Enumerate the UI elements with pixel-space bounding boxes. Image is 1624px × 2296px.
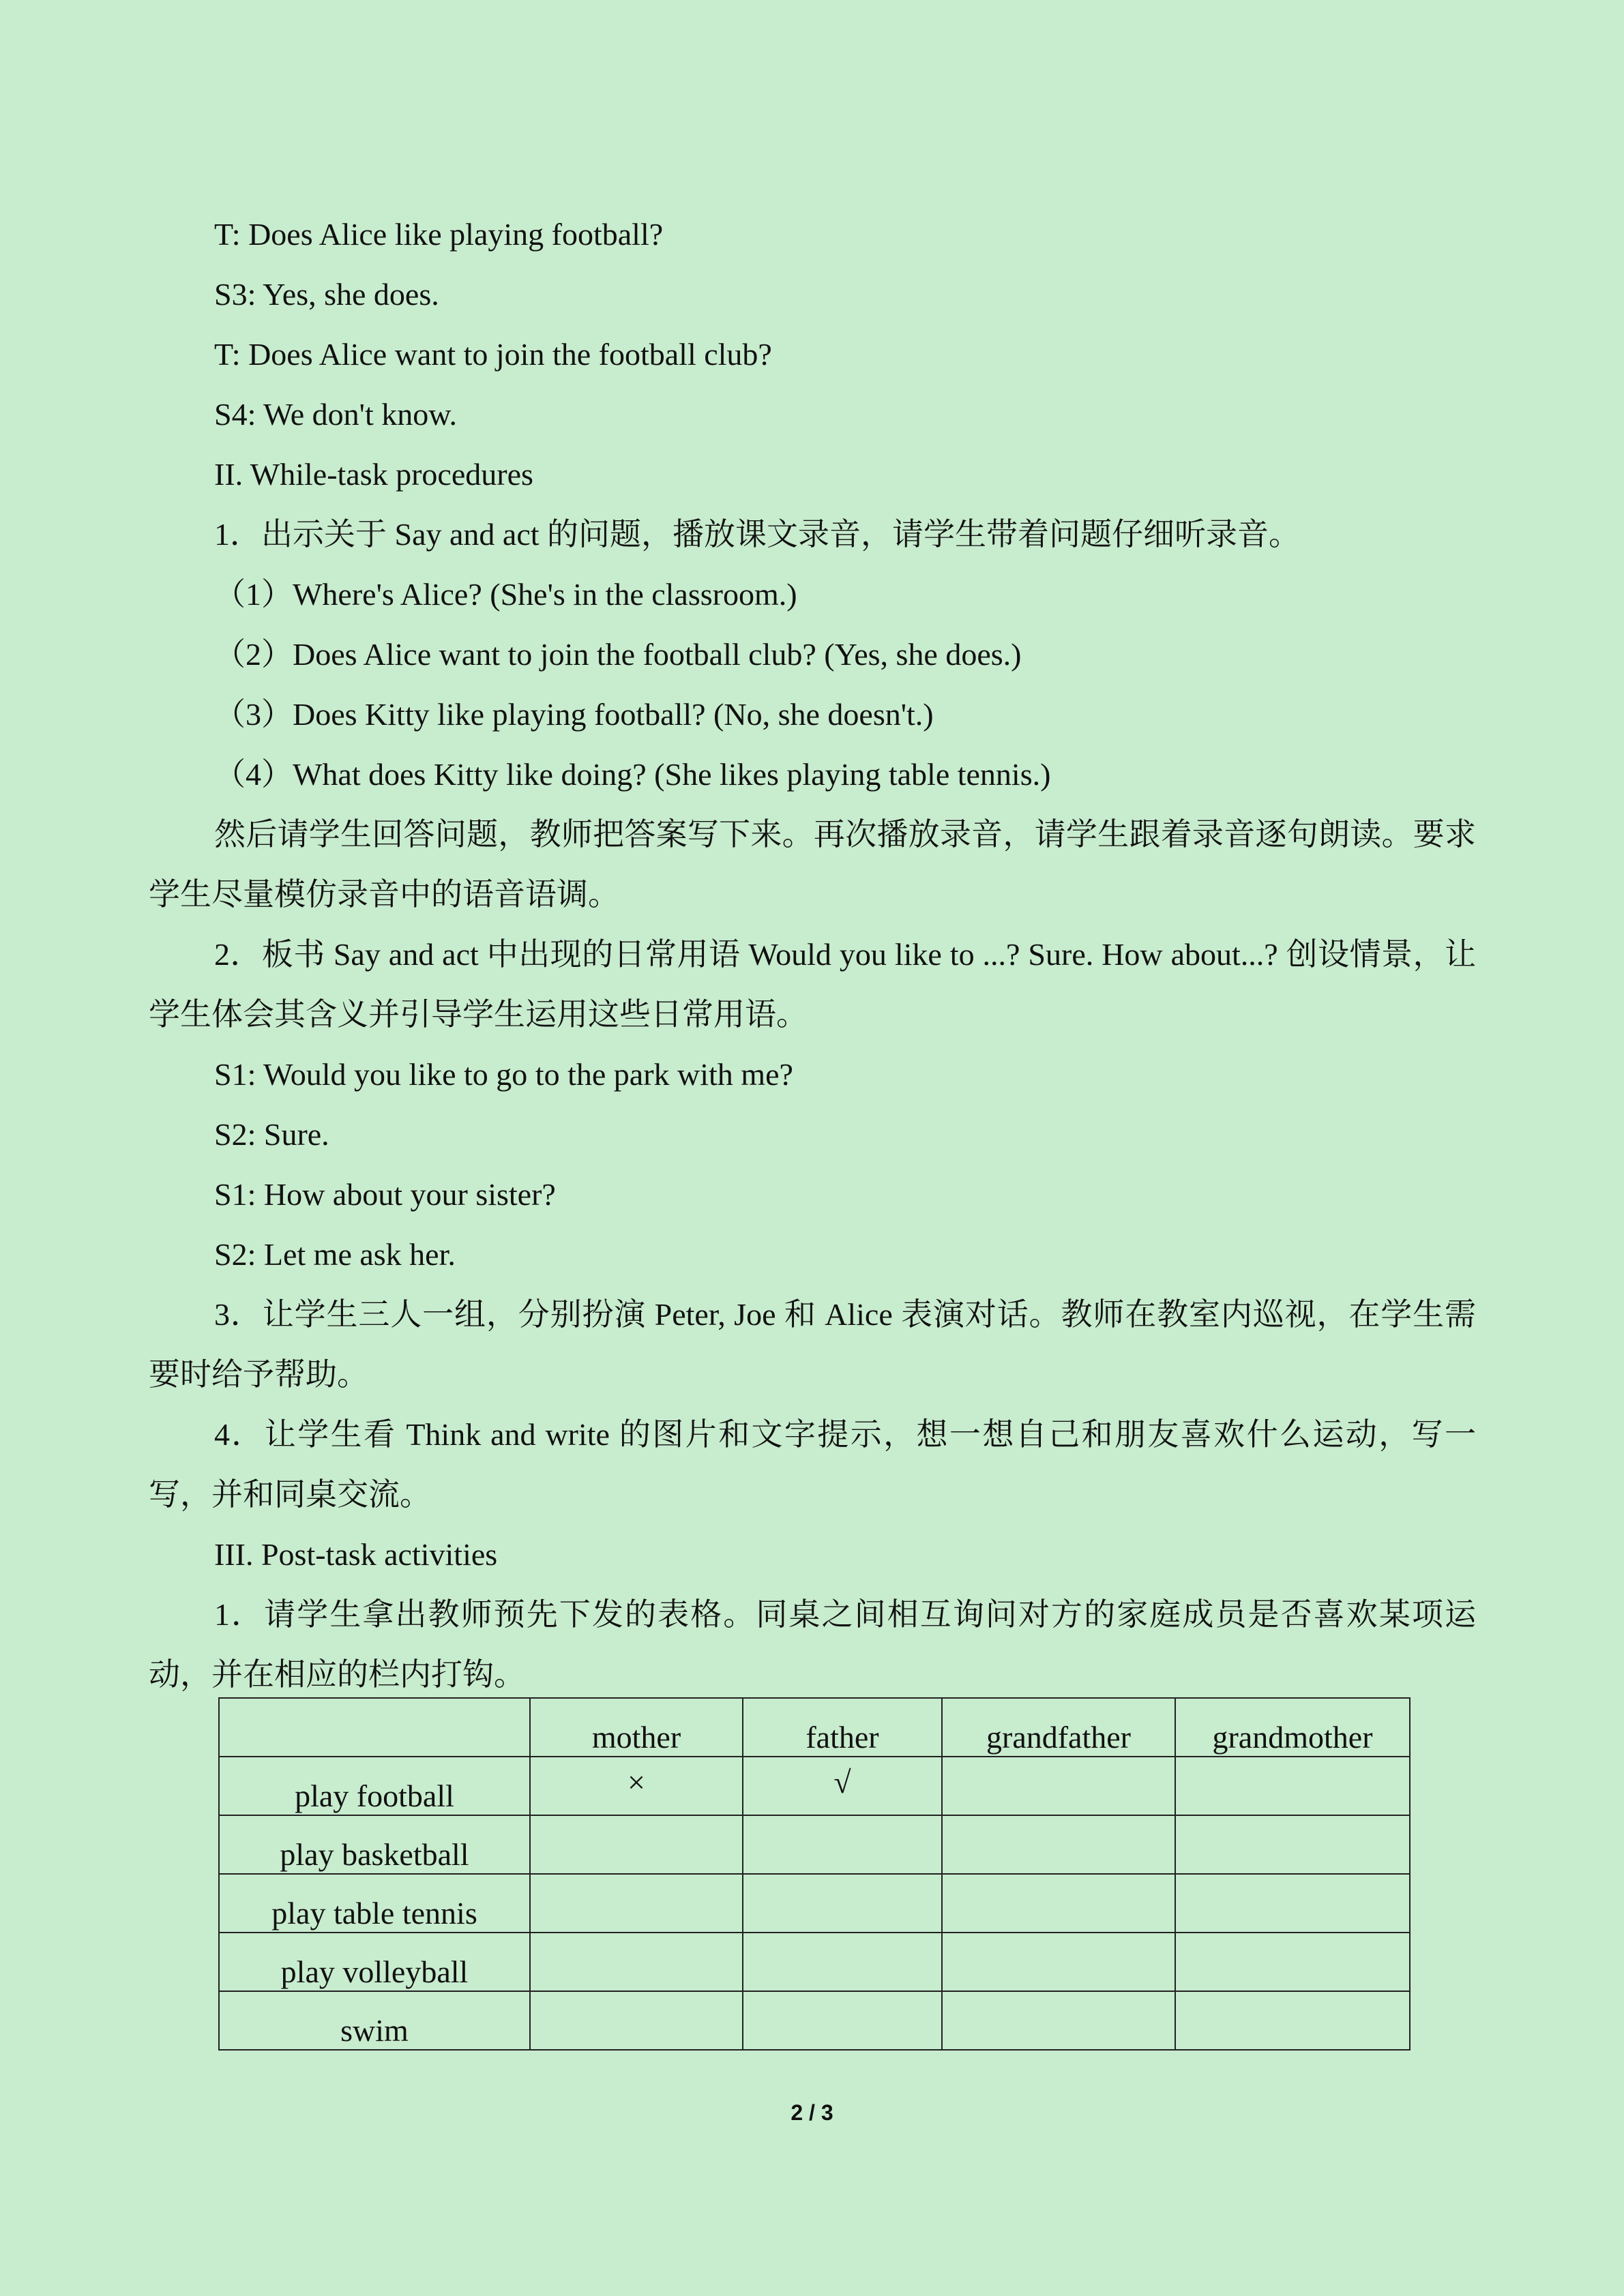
dialogue-line: S2: Let me ask her. bbox=[214, 1237, 456, 1272]
paragraph-post1: 1．请学生拿出教师预先下发的表格。同桌之间相互询问对方的家庭成员是否喜欢某项运动，并在相应的栏内打钩。 bbox=[149, 1597, 1476, 1692]
table-cell bbox=[743, 1933, 942, 1991]
table-header-cell: grandfather bbox=[942, 1698, 1175, 1757]
table-row bbox=[219, 1815, 1410, 1874]
sport-label-cell: play volleyball bbox=[219, 1933, 530, 1991]
table-cell bbox=[1175, 1757, 1410, 1815]
table-cell bbox=[942, 1933, 1175, 1991]
table-header-row bbox=[219, 1698, 1410, 1757]
dialogue-line: S4: We don't know. bbox=[214, 397, 457, 432]
question-line: （4）What does Kitty like doing? (She likes playing table tennis.) bbox=[214, 757, 1051, 792]
table-cell bbox=[530, 1933, 743, 1991]
paragraph-step4: 4．让学生看 Think and write 的图片和文字提示，想一想自己和朋友喜欢什么运动，写一写，并和同桌交流。 bbox=[149, 1417, 1476, 1512]
sports-survey-table bbox=[218, 1697, 1411, 2051]
document-body bbox=[149, 205, 1476, 1705]
table-cell bbox=[1175, 1874, 1410, 1933]
table-cell bbox=[1175, 1991, 1410, 2050]
question-line: （2）Does Alice want to join the football club? (Yes, she does.) bbox=[214, 637, 1022, 672]
sport-label-cell: play football bbox=[219, 1757, 530, 1815]
sport-label-cell: swim bbox=[219, 1991, 530, 2050]
question-line: （3）Does Kitty like playing football? (No, she doesn't.) bbox=[214, 697, 934, 732]
question-line: （1）Where's Alice? (She's in the classroom.) bbox=[214, 577, 797, 612]
table-header-cell: father bbox=[743, 1698, 942, 1757]
dialogue-line: S1: Would you like to go to the park with me? bbox=[214, 1057, 793, 1092]
paragraph-answer: 然后请学生回答问题，教师把答案写下来。再次播放录音，请学生跟着录音逐句朗读。要求学生尽量模仿录音中的语音语调。 bbox=[149, 817, 1476, 912]
table-header-cell bbox=[219, 1698, 530, 1757]
table-row bbox=[219, 1757, 1410, 1815]
table-row bbox=[219, 1874, 1410, 1933]
table-cell: √ bbox=[743, 1757, 942, 1815]
table-cell bbox=[530, 1815, 743, 1874]
dialogue-line: T: Does Alice like playing football? bbox=[214, 217, 664, 252]
sport-label-cell: play basketball bbox=[219, 1815, 530, 1874]
table-cell bbox=[1175, 1815, 1410, 1874]
step-line: 1．出示关于 Say and act 的问题，播放课文录音，请学生带着问题仔细听录音。 bbox=[214, 517, 1301, 552]
table-row bbox=[219, 1991, 1410, 2050]
page-number: 2 / 3 bbox=[791, 2100, 833, 2125]
table-header-cell: grandmother bbox=[1175, 1698, 1410, 1757]
dialogue-line: T: Does Alice want to join the football club? bbox=[214, 337, 772, 372]
dialogue-line: S1: How about your sister? bbox=[214, 1177, 556, 1212]
sport-label-cell: play table tennis bbox=[219, 1874, 530, 1933]
section-heading: II. While-task procedures bbox=[214, 457, 533, 492]
table-cell bbox=[530, 1991, 743, 2050]
table-cell bbox=[942, 1991, 1175, 2050]
section-heading: III. Post-task activities bbox=[214, 1537, 498, 1572]
table-cell bbox=[942, 1815, 1175, 1874]
table-cell bbox=[743, 1991, 942, 2050]
table-header-cell: mother bbox=[530, 1698, 743, 1757]
paragraph-step2: 2．板书 Say and act 中出现的日常用语 Would you like to ...? Sure. How about...? 创设情景，让学生体会其含义并引导学生运用这些日常用语。 bbox=[149, 937, 1476, 1032]
table-cell bbox=[942, 1757, 1175, 1815]
table-cell bbox=[942, 1874, 1175, 1933]
table-cell bbox=[530, 1874, 743, 1933]
table-cell: × bbox=[530, 1757, 743, 1815]
paragraph-step3: 3．让学生三人一组，分别扮演 Peter, Joe 和 Alice 表演对话。教师在教室内巡视，在学生需要时给予帮助。 bbox=[149, 1297, 1476, 1392]
table-row bbox=[219, 1933, 1410, 1991]
table-cell bbox=[1175, 1933, 1410, 1991]
table-cell bbox=[743, 1874, 942, 1933]
dialogue-line: S3: Yes, she does. bbox=[214, 277, 439, 312]
table-cell bbox=[743, 1815, 942, 1874]
dialogue-line: S2: Sure. bbox=[214, 1117, 329, 1152]
